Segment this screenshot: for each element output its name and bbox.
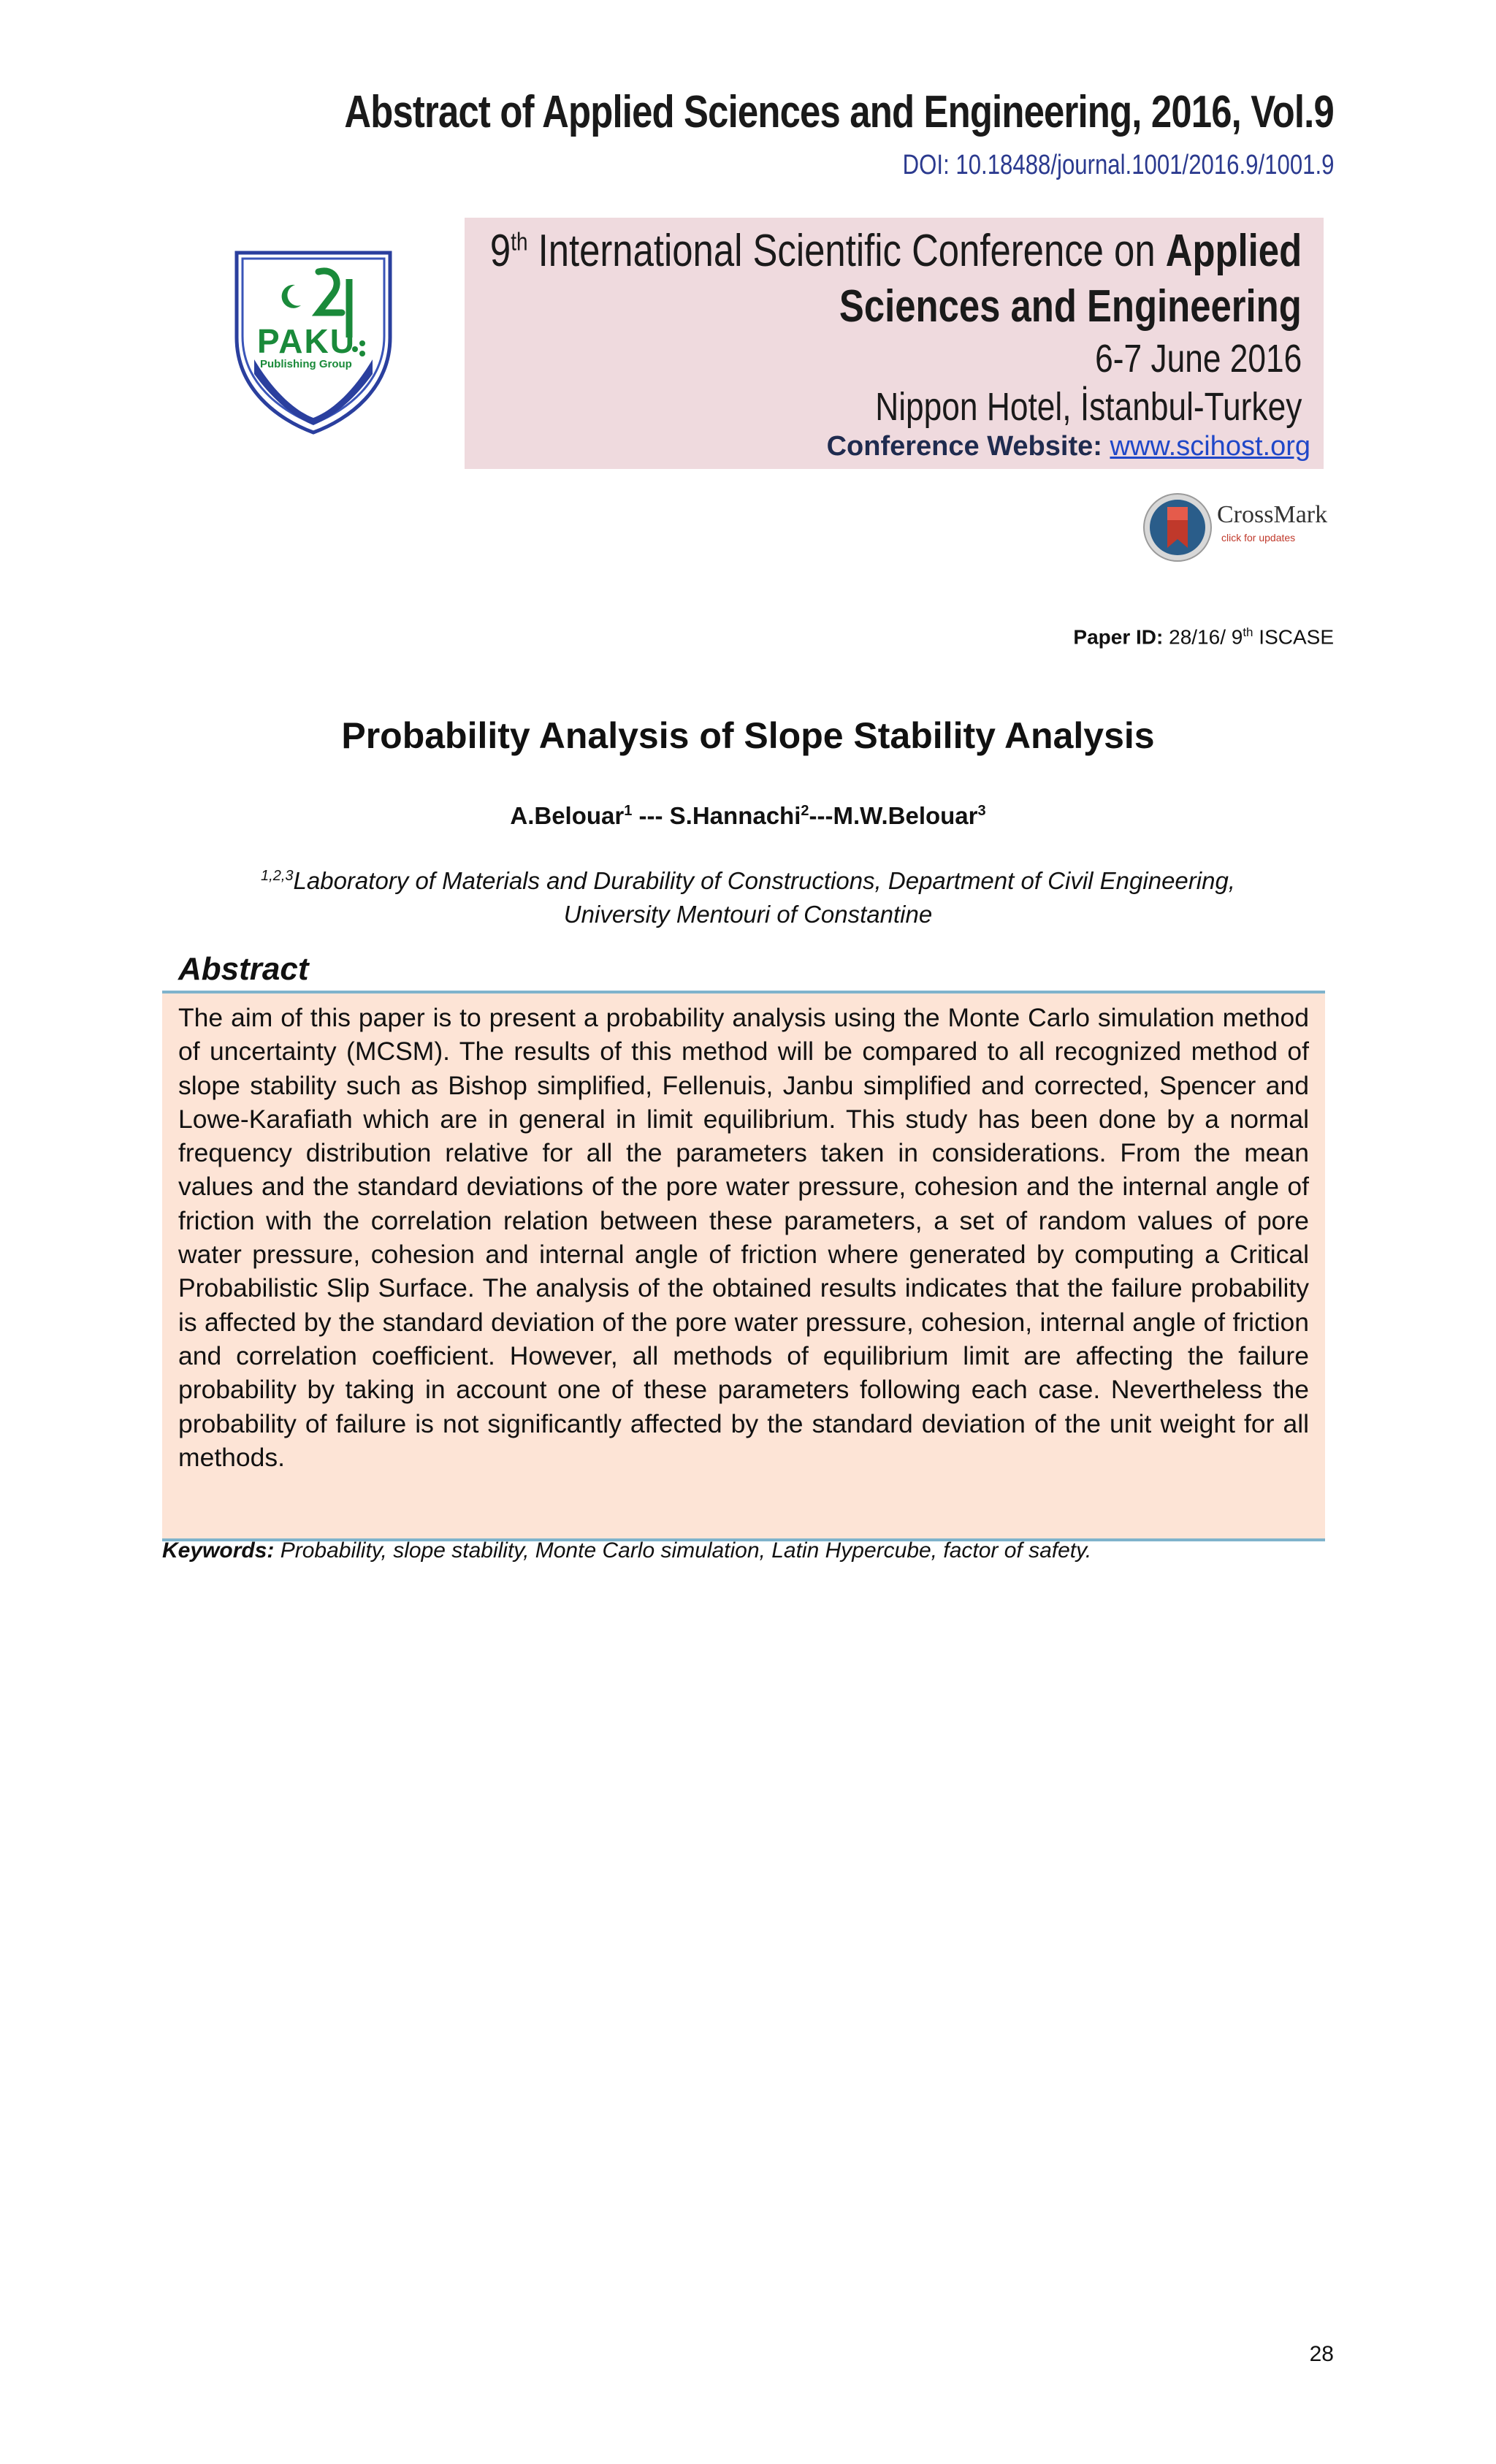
crossmark-label: CrossMark — [1217, 501, 1328, 528]
abstract-heading: Abstract — [178, 951, 309, 987]
abstract-text: The aim of this paper is to present a probability analysis using the Monte Carlo simulation method of uncertainty (MCSM). The results of this method will be compared to all recognized method of slope stability such as Bishop simplified, Fellenuis, Janbu simplified and corrected, Spencer and Lowe-Karafiath which are in general in limit equilibrium. This study has been done by a normal frequency distribution relative for all the parameters taken in considerations. From the mean values and the standard deviations of the pore water pressure, cohesion and the internal angle of friction with the correlation relation between these parameters, a set of random values of pore water pressure, cohesion and internal angle of friction where generated by computing a Critical Probabilistic Slip Surface. The analysis of the obtained results indicates that the failure probability is affected by the standard deviation of the pore water pressure, cohesion, internal angle of friction and correlation coefficient. However, all methods of equilibrium limit are affecting the failure probability by taking in account one of these parameters following each case. Nevertheless the probability of failure is not significantly affected by the standard deviation of the unit weight for all methods. — [178, 1003, 1309, 1472]
page-number: 28 — [1309, 2342, 1334, 2366]
keywords: Keywords: Probability, slope stability, Monte Carlo simulation, Latin Hypercube, factor of safety. — [162, 1538, 1092, 1563]
conference-title-line2: Sciences and Engineering — [839, 281, 1302, 332]
conference-venue: Nippon Hotel, İstanbul-Turkey — [874, 385, 1302, 429]
logo-subtitle: Publishing Group — [260, 358, 352, 370]
logo-text: PAKU — [257, 322, 356, 360]
crossmark-sublabel: click for updates — [1221, 532, 1296, 543]
paper-title: Probability Analysis of Slope Stability Analysis — [341, 715, 1155, 756]
conference-website — [827, 431, 1310, 462]
crossmark-badge[interactable] — [1141, 491, 1331, 564]
conference-title-line1: 9th International Scientific Conference on Applied — [489, 226, 1302, 276]
journal-title: Abstract of Applied Sciences and Engineering, 2016, Vol.9 — [344, 87, 1334, 137]
website-label: Conference Website: — [826, 431, 1102, 462]
abstract-box — [162, 991, 1325, 1541]
website-link[interactable]: www.scihost.org — [1110, 431, 1310, 462]
doi-text[interactable]: DOI: 10.18488/journal.1001/2016.9/1001.9 — [902, 150, 1334, 180]
paper-id: Paper ID: 28/16/ 9th ISCASE — [1073, 625, 1334, 649]
author-list: A.Belouar$^1$ --- S.Hannachi$^2$---M.W.Belouar$^3$ — [510, 802, 986, 829]
affiliation: $^{1,2,3}$Laboratory of Materials and Durability of Constructions, Department of Civil Engineering, University Mentouri of Constantine — [261, 867, 1235, 928]
conference-date: 6-7 June 2016 — [1094, 337, 1302, 381]
crossmark-icon — [1141, 491, 1214, 564]
publisher-logo — [232, 250, 394, 435]
conference-banner — [465, 218, 1324, 469]
